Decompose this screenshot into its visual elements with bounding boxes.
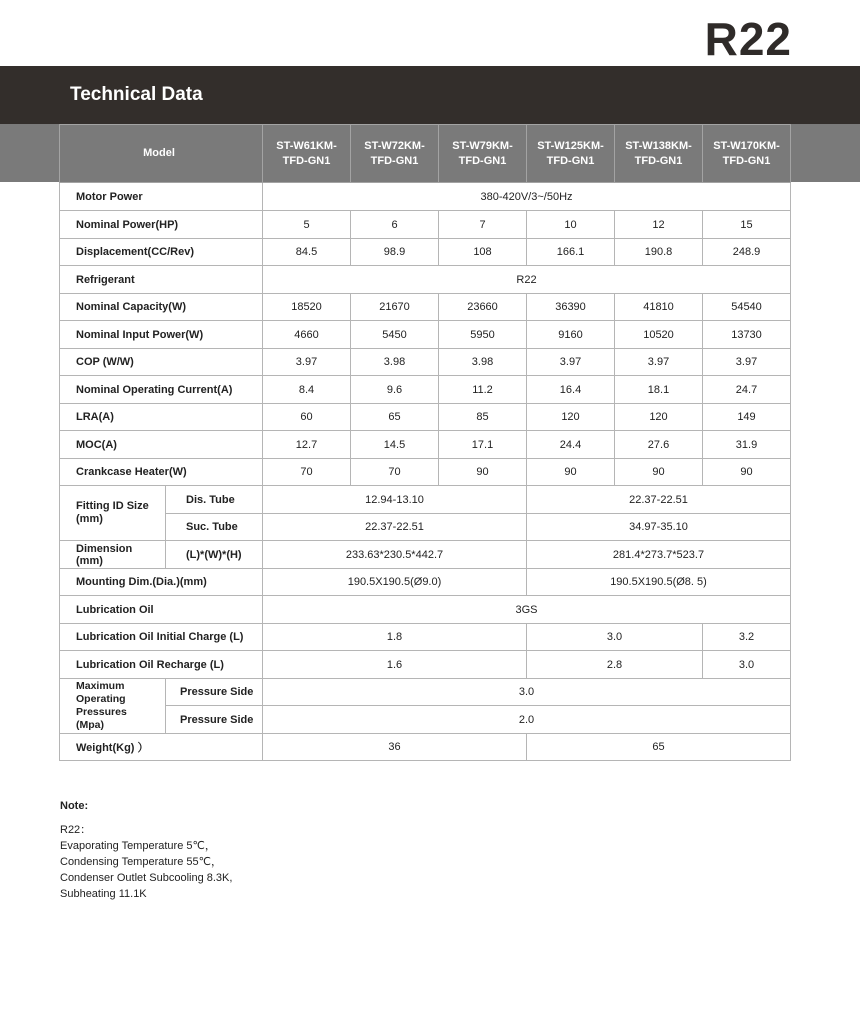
cell: 3.97 [263,349,351,376]
cell: 3.97 [703,349,791,376]
cell: 34.97-35.10 [527,514,791,541]
cell: 2.8 [527,651,703,679]
sub-label: Suc. Tube [166,514,263,541]
cell: 23660 [439,294,527,321]
row-label: Lubrication Oil Recharge (L) [60,651,263,679]
row-value: 3GS [263,596,791,624]
cell: 27.6 [615,431,703,459]
row-label: Motor Power [60,183,263,211]
cell: 9.6 [351,376,439,404]
cell: 281.4*273.7*523.7 [527,541,791,569]
table-row-max-pressure-2 [60,706,791,734]
row-label: Lubrication Oil [60,596,263,624]
cell: 166.1 [527,239,615,266]
table-row-cop [60,349,791,376]
row-label: Weight(Kg) ） [60,734,263,761]
cell: 1.8 [263,624,527,651]
note-section [60,798,232,902]
row-value: 2.0 [263,706,791,734]
cell: 8.4 [263,376,351,404]
cell: 6 [351,211,439,239]
row-label: Maximum Operating Pressures (Mpa) [60,679,166,734]
model-header-cell: ST-W72KM- TFD-GN1 [351,125,439,183]
cell: 22.37-22.51 [527,486,791,514]
row-label: Nominal Input Power(W) [60,321,263,349]
table-row-lub-recharge [60,651,791,679]
cell: 233.63*230.5*442.7 [263,541,527,569]
cell: 85 [439,404,527,431]
cell: 10520 [615,321,703,349]
cell: 21670 [351,294,439,321]
cell: 18.1 [615,376,703,404]
model-header-cell: ST-W61KM- TFD-GN1 [263,125,351,183]
cell: 3.98 [439,349,527,376]
row-value: 380-420V/3~/50Hz [263,183,791,211]
table-row-nominal-power [60,211,791,239]
cell: 3.0 [703,651,791,679]
row-label: Nominal Operating Current(A) [60,376,263,404]
table-row-motor-power [60,183,791,211]
cell: 5450 [351,321,439,349]
cell: 24.4 [527,431,615,459]
note-line: R22： [60,824,92,836]
table-row-refrigerant [60,266,791,294]
cell: 149 [703,404,791,431]
sub-label: Pressure Side [166,679,263,706]
cell: 248.9 [703,239,791,266]
cell: 190.5X190.5(Ø9.0) [263,569,527,596]
row-label: COP (W/W) [60,349,263,376]
cell: 3.98 [351,349,439,376]
table-header-row [60,125,791,183]
table-row-nominal-capacity [60,294,791,321]
sub-label: Pressure Side [166,706,263,734]
cell: 18520 [263,294,351,321]
cell: 9160 [527,321,615,349]
model-header-cell: ST-W125KM- TFD-GN1 [527,125,615,183]
row-label: LRA(A) [60,404,263,431]
model-header: Model [60,125,263,183]
row-label: Refrigerant [60,266,263,294]
cell: 36390 [527,294,615,321]
cell: 190.5X190.5(Ø8. 5) [527,569,791,596]
page-corner-title: R22 [704,13,792,65]
table-row-displacement [60,239,791,266]
cell: 65 [351,404,439,431]
row-value: R22 [263,266,791,294]
row-label: Nominal Power(HP) [60,211,263,239]
model-header-cell: ST-W79KM- TFD-GN1 [439,125,527,183]
cell: 41810 [615,294,703,321]
cell: 31.9 [703,431,791,459]
cell: 7 [439,211,527,239]
cell: 120 [527,404,615,431]
cell: 5 [263,211,351,239]
table-row-mounting [60,569,791,596]
banner-title: Technical Data [70,84,203,105]
cell: 54540 [703,294,791,321]
cell: 120 [615,404,703,431]
row-label: Crankcase Heater(W) [60,459,263,486]
note-line: Subheating 11.1K [60,888,147,900]
table-row-lub-initial [60,624,791,651]
cell: 190.8 [615,239,703,266]
cell: 12.7 [263,431,351,459]
cell: 14.5 [351,431,439,459]
cell: 12 [615,211,703,239]
cell: 3.2 [703,624,791,651]
cell: 12.94-13.10 [263,486,527,514]
sub-label: Dis. Tube [166,486,263,514]
table-row-fitting-suc [60,514,791,541]
cell: 17.1 [439,431,527,459]
note-line: Condensing Temperature 55℃， [60,856,222,868]
sub-label: (L)*(W)*(H) [166,541,263,569]
table-row-weight [60,734,791,761]
technical-data-table [59,124,791,761]
cell: 60 [263,404,351,431]
table-row-moc [60,431,791,459]
model-header-cell: ST-W138KM- TFD-GN1 [615,125,703,183]
header-banner [0,66,860,124]
cell: 90 [527,459,615,486]
cell: 22.37-22.51 [263,514,527,541]
row-label: Dimension (mm) [60,541,166,569]
cell: 90 [439,459,527,486]
row-label: Displacement(CC/Rev) [60,239,263,266]
row-label: Nominal Capacity(W) [60,294,263,321]
cell: 3.97 [615,349,703,376]
table-row-nominal-input-power [60,321,791,349]
table-row-dimension [60,541,791,569]
cell: 10 [527,211,615,239]
cell: 65 [527,734,791,761]
cell: 5950 [439,321,527,349]
cell: 70 [351,459,439,486]
cell: 11.2 [439,376,527,404]
cell: 16.4 [527,376,615,404]
cell: 70 [263,459,351,486]
table-row-crankcase-heater [60,459,791,486]
row-label: Lubrication Oil Initial Charge (L) [60,624,263,651]
table-row-fitting-dis [60,486,791,514]
cell: 3.0 [527,624,703,651]
model-header-cell: ST-W170KM- TFD-GN1 [703,125,791,183]
cell: 84.5 [263,239,351,266]
cell: 90 [703,459,791,486]
table-row-operating-current [60,376,791,404]
table-row-max-pressure-1 [60,679,791,706]
note-line: Evaporating Temperature 5℃， [60,840,216,852]
row-label: Mounting Dim.(Dia.)(mm) [60,569,263,596]
cell: 98.9 [351,239,439,266]
table-row-lubrication-oil [60,596,791,624]
cell: 24.7 [703,376,791,404]
row-label: MOC(A) [60,431,263,459]
cell: 108 [439,239,527,266]
row-label: Fitting ID Size (mm) [60,486,166,541]
row-value: 3.0 [263,679,791,706]
cell: 4660 [263,321,351,349]
cell: 90 [615,459,703,486]
cell: 3.97 [527,349,615,376]
cell: 36 [263,734,527,761]
note-line: Condenser Outlet Subcooling 8.3K, [60,872,233,884]
note-title: Note: [60,800,89,812]
cell: 13730 [703,321,791,349]
cell: 1.6 [263,651,527,679]
cell: 15 [703,211,791,239]
table-row-lra [60,404,791,431]
